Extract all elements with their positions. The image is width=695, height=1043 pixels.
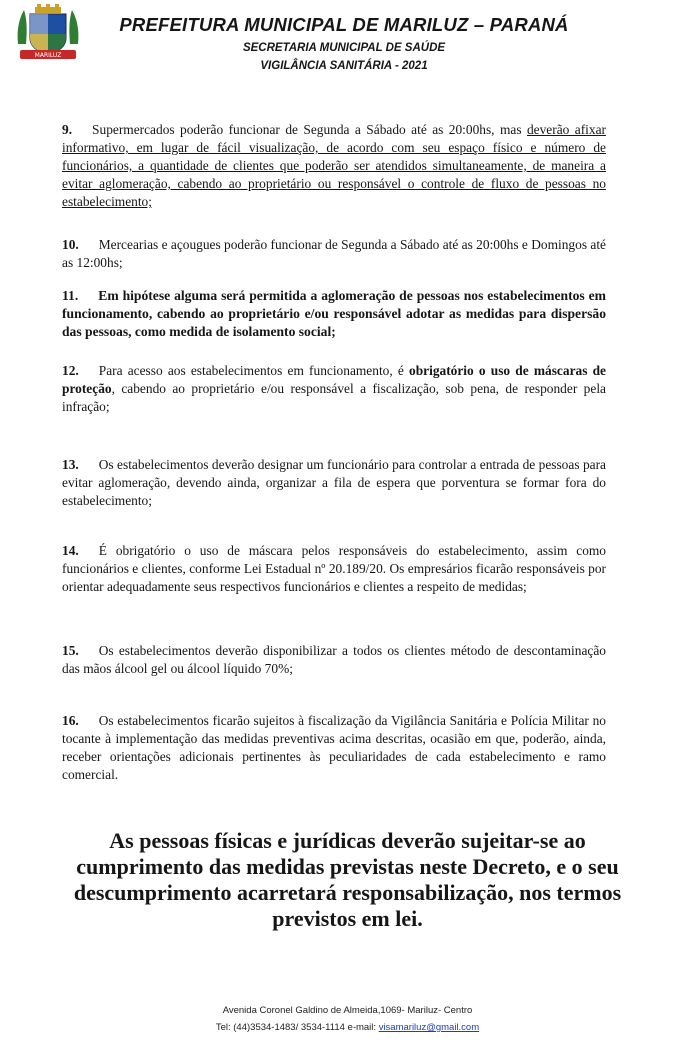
item-10	[62, 236, 606, 272]
item-text: Os estabelecimentos deverão designar um funcionário para controlar a entrada de pessoas para evitar aglomeração, devendo ainda, organizar a fila de espera que porventura se formar fora do estabelecimento;	[62, 457, 606, 508]
document-header	[0, 0, 695, 110]
item-number: 14.	[62, 543, 79, 558]
department-subtitle: VIGILÂNCIA SANITÁRIA - 2021	[260, 60, 428, 72]
item-text: Para acesso aos estabelecimentos em funcionamento, é	[98, 363, 410, 378]
item-text: Supermercados poderão funcionar de Segunda a Sábado até as 20:00hs, mas	[92, 122, 527, 137]
item-16	[62, 712, 606, 784]
item-9	[62, 121, 606, 211]
item-11	[62, 287, 606, 341]
item-text-underlined: deverão afixar informativo, em lugar de fácil visualização, de acordo com seu espaço físico e número de funcionários, a quantidade de clientes que poderão ser atendidos simultaneamente, de maneira a evitar aglomeração, cabendo ao proprietário ou responsável o controle de fluxo de pessoas no estabelecimento;	[62, 122, 606, 209]
svg-text:MARILUZ: MARILUZ	[34, 52, 62, 59]
secretariat-subtitle: SECRETARIA MUNICIPAL DE SAÚDE	[242, 42, 446, 54]
item-14	[62, 542, 606, 596]
item-number: 12.	[62, 363, 79, 378]
item-number: 10.	[62, 237, 79, 252]
coat-of-arms-icon	[14, 4, 82, 62]
item-13	[62, 456, 606, 510]
item-text: Os estabelecimentos deverão disponibilizar a todos os clientes método de descontaminação das mãos álcool gel ou álcool líquido 70%;	[62, 643, 606, 676]
footer-contact	[0, 1022, 695, 1033]
institution-title: PREFEITURA MUNICIPAL DE MARILUZ – PARANÁ	[119, 14, 569, 35]
footer-address: Avenida Coronel Galdino de Almeida,1069- Mariluz- Centro	[222, 1005, 473, 1016]
footer-phone: Tel: (44)3534-1483/ 3534-1114 e-mail:	[215, 1022, 379, 1033]
item-text: É obrigatório o uso de máscara pelos responsáveis do estabelecimento, assim como funcionários e clientes, conforme Lei Estadual nº 20.189/20. Os empresários ficarão responsáveis por orientar adequadamente seus respectivos funcionários e clientes a respeito de medidas;	[62, 543, 606, 594]
item-text: Os estabelecimentos ficarão sujeitos à fiscalização da Vigilância Sanitária e Polícia Militar no tocante à implementação das medidas preventivas acima descritas, ocasião em que, poderão, ainda, receber orientações adicionais pertinentes às peculiaridades de cada estabelecimento e ramo comercial.	[62, 713, 606, 782]
item-number: 13.	[62, 457, 79, 472]
item-15	[62, 642, 606, 678]
item-12	[62, 362, 606, 416]
email-link[interactable]: visamariluz@gmail.com	[378, 1022, 480, 1033]
closing-statement: As pessoas físicas e jurídicas deverão sujeitar-se ao cumprimento das medidas previstas neste Decreto, e o seu descumprimento acarretará responsabilização, nos termos previstos em lei.	[73, 828, 622, 931]
item-number: 9.	[62, 122, 73, 137]
item-text-bold: obrigatório o uso de máscaras de proteção	[62, 363, 606, 396]
item-text: , cabendo ao proprietário e/ou responsável a fiscalização, sob pena, de responder pela infração;	[62, 381, 606, 414]
item-number: 16.	[62, 713, 79, 728]
item-text: Mercearias e açougues poderão funcionar de Segunda a Sábado até as 20:00hs e Domingos até as 12:00hs;	[62, 237, 606, 270]
item-text: Em hipótese alguma será permitida a aglomeração de pessoas nos estabelecimentos em funcionamento, cabendo ao proprietário e/ou responsável adotar as medidas para dispersão das pessoas, como medida de isolamento social;	[62, 288, 606, 339]
item-number: 11.	[62, 288, 79, 303]
item-number: 15.	[62, 643, 79, 658]
